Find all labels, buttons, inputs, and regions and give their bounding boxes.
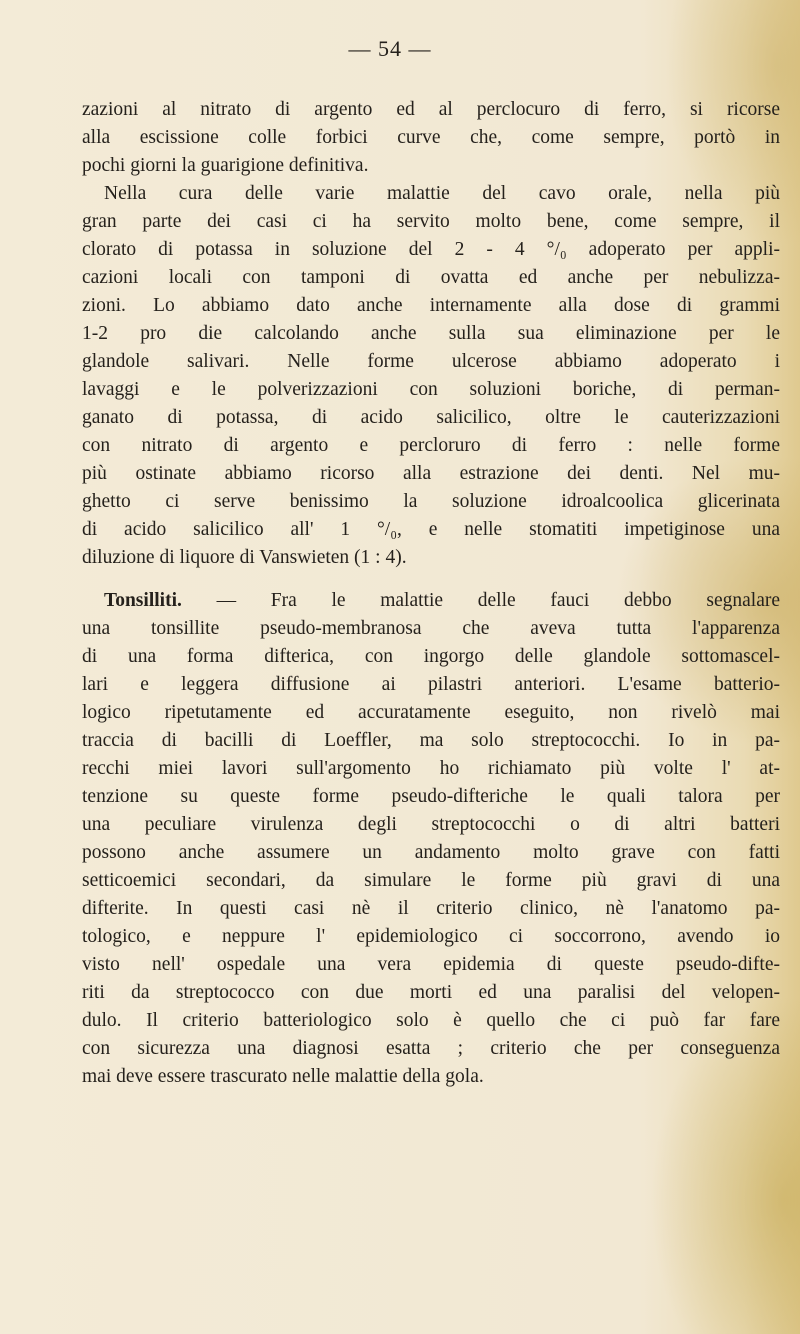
text-line: zioni. Lo abbiamo dato anche internamente alla dose di grammi xyxy=(82,295,780,316)
text-line: possono anche assumere un andamento molto grave con fatti xyxy=(82,842,780,863)
text-line: tologico, e neppure l' epidemiologico ci soccorrono, avendo io xyxy=(82,926,780,947)
text-line: traccia di bacilli di Loeffler, ma solo streptococchi. Io in pa- xyxy=(82,730,780,751)
text-line: cazioni locali con tamponi di ovatta ed anche per nebulizza- xyxy=(82,267,780,288)
text-line xyxy=(82,587,780,615)
text-line: con sicurezza una diagnosi esatta ; criterio che per conseguenza xyxy=(82,1038,780,1059)
text-line: logico ripetutamente ed accuratamente eseguito, non rivelò mai xyxy=(82,702,780,723)
text-line: tenzione su queste forme pseudo-difteriche le quali talora per xyxy=(82,786,780,807)
text-line: difterite. In questi casi nè il criterio clinico, nè l'anatomo pa- xyxy=(82,898,780,919)
text-line: zazioni al nitrato di argento ed al perclocuro di ferro, si ricorse xyxy=(82,99,780,120)
section-first-line: — Fra le malattie delle fauci debbo segnalare xyxy=(181,590,780,611)
text-line: con nitrato di argento e percloruro di ferro : nelle forme xyxy=(82,435,780,456)
text-line: lari e leggera diffusione ai pilastri anteriori. L'esame batterio- xyxy=(82,674,780,695)
text-line: Nella cura delle varie malattie del cavo orale, nella più xyxy=(104,183,780,204)
text-line: setticoemici secondari, da simulare le forme più gravi di una xyxy=(82,870,780,891)
text-line: glandole salivari. Nelle forme ulcerose abbiamo adoperato i xyxy=(82,351,780,372)
section-heading: Tonsilliti. xyxy=(104,590,182,611)
text-line: dulo. Il criterio batteriologico solo è quello che ci può far fare xyxy=(82,1010,780,1031)
text-line: diluzione di liquore di Vanswieten (1 : 4). xyxy=(82,547,407,568)
text-line: una tonsillite pseudo-membranosa che aveva tutta l'apparenza xyxy=(82,618,780,639)
text-line: gran parte dei casi ci ha servito molto bene, come sempre, il xyxy=(82,211,780,232)
text-line: mai deve essere trascurato nelle malattie della gola. xyxy=(82,1066,484,1087)
text-line: recchi miei lavori sull'argomento ho richiamato più volte l' at- xyxy=(82,758,780,779)
text-line: una peculiare virulenza degli streptococchi o di altri batteri xyxy=(82,814,780,835)
text-line: alla escissione colle forbici curve che, come sempre, portò in xyxy=(82,127,780,148)
text-line: di acido salicilico all' 1 °/₀, e nelle stomatiti impetiginose una xyxy=(82,519,780,540)
section-tonsilliti xyxy=(82,587,780,1091)
paragraph-gap xyxy=(82,572,780,587)
text-line: ganato di potassa, di acido salicilico, oltre le cauterizzazioni xyxy=(82,407,780,428)
text-line: lavaggi e le polverizzazioni con soluzioni boriche, di perman- xyxy=(82,379,780,400)
text-line: riti da streptococco con due morti ed una paralisi del velopen- xyxy=(82,982,780,1003)
page-number: — 54 — xyxy=(348,36,432,61)
paragraph-2 xyxy=(82,180,780,572)
text-line: clorato di potassa in soluzione del 2 - 4 °/₀ adoperato per appli- xyxy=(82,239,780,260)
paragraph-1 xyxy=(82,96,780,180)
text-line: di una forma difterica, con ingorgo delle glandole sottomascel- xyxy=(82,646,780,667)
page-body xyxy=(82,96,780,1091)
text-line: pochi giorni la guarigione definitiva. xyxy=(82,155,369,176)
text-line: visto nell' ospedale una vera epidemia di queste pseudo-difte- xyxy=(82,954,780,975)
text-line: più ostinate abbiamo ricorso alla estrazione dei denti. Nel mu- xyxy=(82,463,780,484)
text-line: ghetto ci serve benissimo la soluzione idroalcoolica glicerinata xyxy=(82,491,780,512)
text-line: 1-2 pro die calcolando anche sulla sua eliminazione per le xyxy=(82,323,780,344)
